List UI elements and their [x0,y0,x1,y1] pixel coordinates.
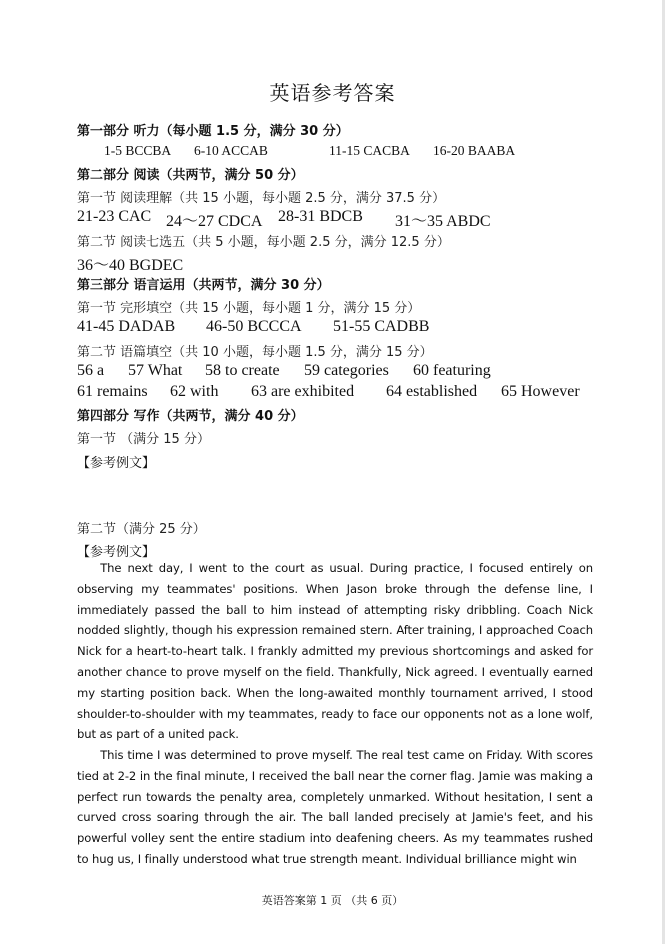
answer-group: 11-15 CACBA [329,143,410,158]
answer-group: 16-20 BAABA [433,143,516,158]
answer-group: 21-23 CAC [77,208,152,225]
part2-section1-heading: 第一节 阅读理解（共 15 小题，每小题 2.5 分，满分 37.5 分） [77,191,446,206]
answer-item: 61 remains [77,383,148,400]
sample-essay-label: 【参考例文】 [77,456,156,471]
answer-group: 28-31 BDCB [278,208,363,225]
part3-section1-heading: 第一节 完形填空（共 15 小题，每小题 1 分，满分 15 分） [77,301,421,316]
part1-heading: 第一部分 听力（每小题 1.5 分，满分 30 分） [77,124,349,139]
answer-item: 57 What [128,362,183,379]
answer-group: 46-50 BCCCA [206,318,302,335]
part4-section2-heading: 第二节（满分 25 分） [77,522,206,537]
sample-essay-label: 【参考例文】 [77,545,156,560]
answer-item: 64 established [386,383,478,400]
part4-section1-heading: 第一节 （满分 15 分） [77,432,210,447]
part4-heading: 第四部分 写作（共两节，满分 40 分） [77,409,304,424]
part3-heading: 第三部分 语言运用（共两节，满分 30 分） [77,278,330,293]
answer-item: 63 are exhibited [251,383,355,400]
part2-heading: 第二部分 阅读（共两节，满分 50 分） [77,168,304,183]
answer-item: 56 a [77,362,105,379]
answer-group: 51-55 CADBB [333,318,430,335]
part1-answers [0,143,665,161]
answer-group: 6-10 ACCAB [194,143,268,158]
part2-section2-heading: 第二节 阅读七选五（共 5 小题，每小题 2.5 分，满分 12.5 分） [77,235,450,250]
answer-group: 41-45 DADAB [77,318,176,335]
page-title: 英语参考答案 [269,81,396,105]
answer-item: 60 featuring [413,362,491,379]
answer-item: 58 to create [205,362,280,379]
part3-section2-answers-row1 [0,362,665,382]
part2-section1-answers [0,208,665,228]
answer-item: 62 with [170,383,219,400]
answer-group: 24～27 CDCA [166,213,263,230]
essay-paragraph-1: The next day, I went to the court as usual. During practice, I focused entirely on observing my teammates' positions. When Jason broke through the defense line, I immediately passed the ball to him instead of attempting risky dribbling. Coach Nick nodded slightly, though his expression remained stern. After training, I approached Coach Nick for a heart-to-heart talk. I frankly admitted my previous shortcomings and asked for another chance to prove myself on the field. Thankfully, Nick agreed. I eventually earned my starting position back. When the long-awaited monthly tournament arrived, I stood shoulder-to-shoulder with my teammates, ready to face our opponents not as a lone wolf, but as part of a united pack. [77,561,593,742]
answer-group: 1-5 BCCBA [104,143,172,158]
answer-item: 65 However [501,383,580,400]
essay-paragraph-2: This time I was determined to prove myself. The real test came on Friday. With scores tied at 2-2 in the final minute, I received the ball near the corner flag. Jamie was making a perfect run towards the penalty area, completely unmarked. Without hesitation, I sent a curved cross soaring through the air. The ball landed precisely at Jamie's feet, and his powerful volley sent the entire stadium into deafening cheers. As my teammates rushed to hug us, I finally understood what true strength meant. Individual brilliance might win [77,748,593,866]
part3-section2-heading: 第二节 语篇填空（共 10 小题，每小题 1.5 分，满分 15 分） [77,345,433,360]
part3-section2-answers-row2 [0,383,665,403]
part2-section2-answers [0,252,665,272]
answer-group: 31～35 ABDC [395,213,491,230]
page-footer: 英语答案第 1 页 （共 6 页） [261,894,404,907]
answer-item: 59 categories [304,362,389,379]
answer-group: 36～40 BGDEC [77,257,184,274]
part3-section1-answers [0,318,665,338]
